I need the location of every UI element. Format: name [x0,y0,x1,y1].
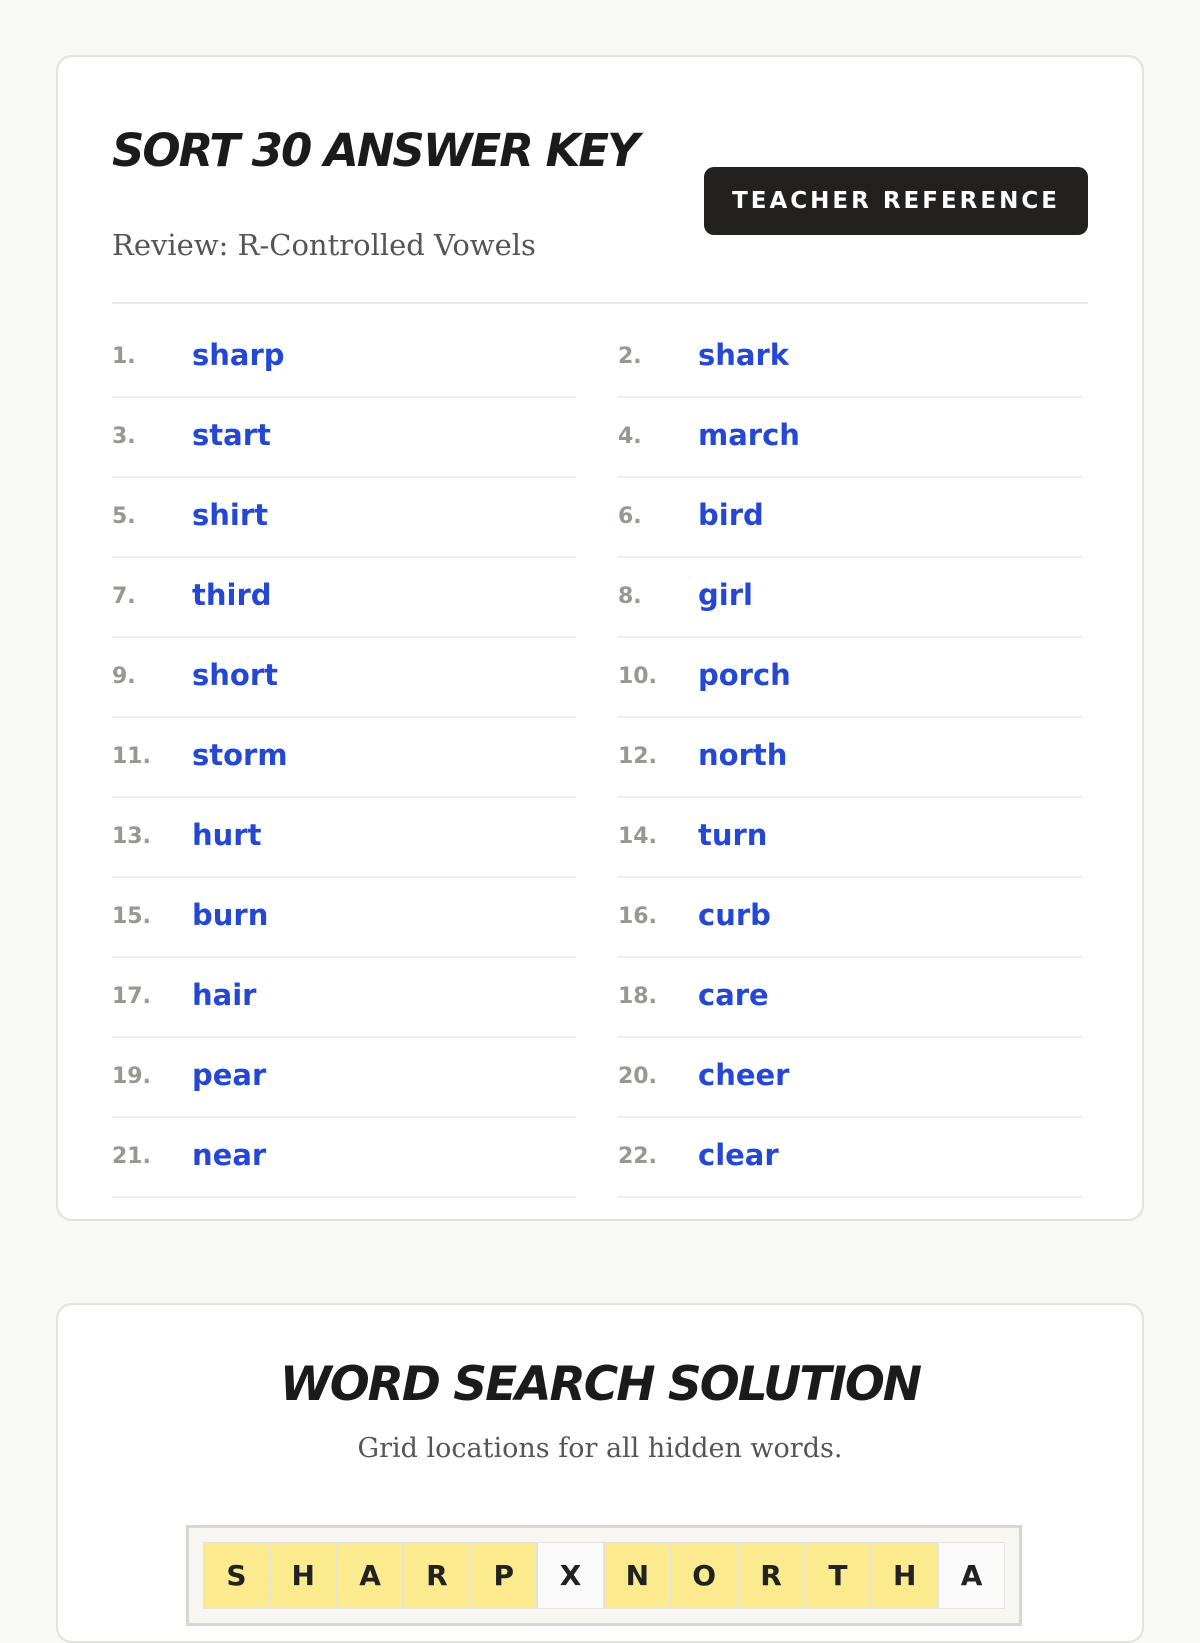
answer-item [112,798,576,878]
answer-word: sharp [192,338,285,372]
answer-word: bird [698,498,764,532]
answer-word: care [698,978,769,1012]
answer-number: 16. [618,904,657,929]
word-search-subtitle: Grid locations for all hidden words. [357,1433,843,1464]
answer-word: short [192,658,278,692]
grid-cell-highlighted: A [337,1542,404,1609]
answer-word: curb [698,898,771,932]
answer-item [112,718,576,798]
grid-cell: A [938,1542,1005,1609]
answer-word: hurt [192,818,262,852]
answer-number: 1. [112,344,136,369]
word-search-card [56,1303,1144,1643]
page-title: SORT 30 ANSWER KEY [112,124,638,177]
answer-item [618,798,1082,878]
answer-word: storm [192,738,288,772]
answer-number: 4. [618,424,642,449]
page-subtitle: Review: R-Controlled Vowels [112,228,536,262]
answer-word: pear [192,1058,267,1092]
answer-item [112,1118,576,1198]
answer-word: turn [698,818,768,852]
answer-key-card [56,55,1144,1221]
answer-number: 6. [618,504,642,529]
grid-cell-highlighted: N [604,1542,671,1609]
answer-number: 15. [112,904,151,929]
answer-number: 3. [112,424,136,449]
answer-item [618,558,1082,638]
answer-item [618,318,1082,398]
answer-number: 18. [618,984,657,1009]
answer-number: 13. [112,824,151,849]
answer-word: burn [192,898,269,932]
answer-number: 5. [112,504,136,529]
teacher-reference-badge: TEACHER REFERENCE [704,167,1088,235]
grid-cell-highlighted: R [738,1542,805,1609]
answer-number: 21. [112,1144,151,1169]
grid-cell-highlighted: R [403,1542,470,1609]
answer-item [112,318,576,398]
word-search-grid [186,1525,1022,1626]
grid-cell-highlighted: H [270,1542,337,1609]
grid-cell-highlighted: T [804,1542,871,1609]
grid-cell: X [537,1542,604,1609]
word-search-title: WORD SEARCH SOLUTION [279,1357,921,1412]
answer-number: 10. [618,664,657,689]
answer-item [112,1038,576,1118]
answer-item [618,718,1082,798]
answer-word: start [192,418,271,452]
answer-number: 19. [112,1064,151,1089]
answer-number: 17. [112,984,151,1009]
grid-cell-highlighted: H [871,1542,938,1609]
answer-word: hair [192,978,257,1012]
answer-number: 20. [618,1064,657,1089]
answer-word: girl [698,578,753,612]
answer-item [112,878,576,958]
answer-word: shirt [192,498,269,532]
answer-word: third [192,578,272,612]
answer-item [112,398,576,478]
grid-cell-highlighted: O [671,1542,738,1609]
answer-number: 7. [112,584,136,609]
answer-word: cheer [698,1058,790,1092]
answer-item [618,1038,1082,1118]
answer-number: 9. [112,664,136,689]
answer-number: 22. [618,1144,657,1169]
answer-word: march [698,418,800,452]
answer-item [618,398,1082,478]
answer-item [112,958,576,1038]
answer-item [618,638,1082,718]
answer-word: shark [698,338,790,372]
grid-cell-highlighted: P [470,1542,537,1609]
grid-cell-highlighted: S [203,1542,270,1609]
answer-item [618,878,1082,958]
answer-number: 8. [618,584,642,609]
answer-word: clear [698,1138,779,1172]
answer-item [618,478,1082,558]
answer-word: porch [698,658,791,692]
answer-item [112,478,576,558]
answer-key-header [112,112,1088,304]
answer-word: near [192,1138,267,1172]
answer-word: north [698,738,788,772]
answer-item [618,1118,1082,1198]
answer-number: 12. [618,744,657,769]
answer-number: 11. [112,744,151,769]
answer-item [112,558,576,638]
grid-row [203,1542,1005,1609]
answer-item [112,638,576,718]
answer-number: 2. [618,344,642,369]
answer-number: 14. [618,824,657,849]
answer-item [618,958,1082,1038]
